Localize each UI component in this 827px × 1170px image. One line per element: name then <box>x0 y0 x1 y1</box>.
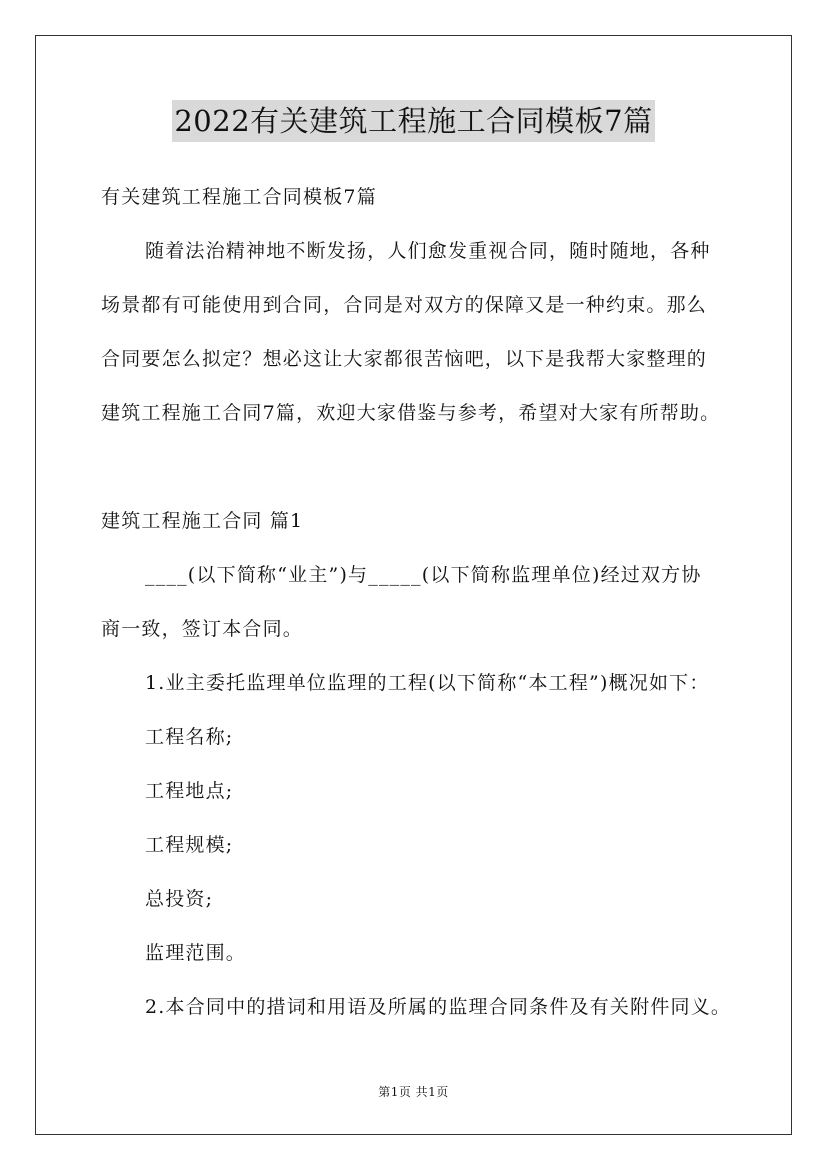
body-line: ____(以下简称“业主”)与_____(以下简称监理单位)经过双方协 <box>145 564 702 586</box>
body-line: 2.本合同中的措词和用语及所属的监理合同条件及有关附件同义。 <box>145 996 732 1018</box>
body-line: 总投资; <box>145 888 214 910</box>
body-line: 工程地点; <box>145 780 234 802</box>
document-title: 2022有关建筑工程施工合同模板7篇 <box>172 100 654 142</box>
intro-line: 建筑工程施工合同7篇，欢迎大家借鉴与参考，希望对大家有所帮助。 <box>101 402 721 424</box>
intro-line: 随着法治精神地不断发扬，人们愈发重视合同，随时随地，各种 <box>145 240 711 262</box>
document-subtitle: 有关建筑工程施工合同模板7篇 <box>101 186 377 208</box>
body-line: 监理范围。 <box>145 942 247 964</box>
title-container <box>0 100 827 142</box>
body-line: 1.业主委托监理单位监理的工程(以下简称“本工程”)概况如下： <box>145 672 710 694</box>
intro-line: 合同要怎么拟定？想必这让大家都很苦恼吧，以下是我帮大家整理的 <box>101 348 708 370</box>
section-heading: 建筑工程施工合同 篇1 <box>101 510 304 532</box>
intro-line: 场景都有可能使用到合同，合同是对双方的保障又是一种约束。那么 <box>101 294 708 316</box>
body-line: 工程规模; <box>145 834 234 856</box>
page-footer: 第1页 共1页 <box>378 1085 449 1099</box>
body-line: 商一致，签订本合同。 <box>101 618 304 640</box>
body-line: 工程名称; <box>145 726 234 748</box>
